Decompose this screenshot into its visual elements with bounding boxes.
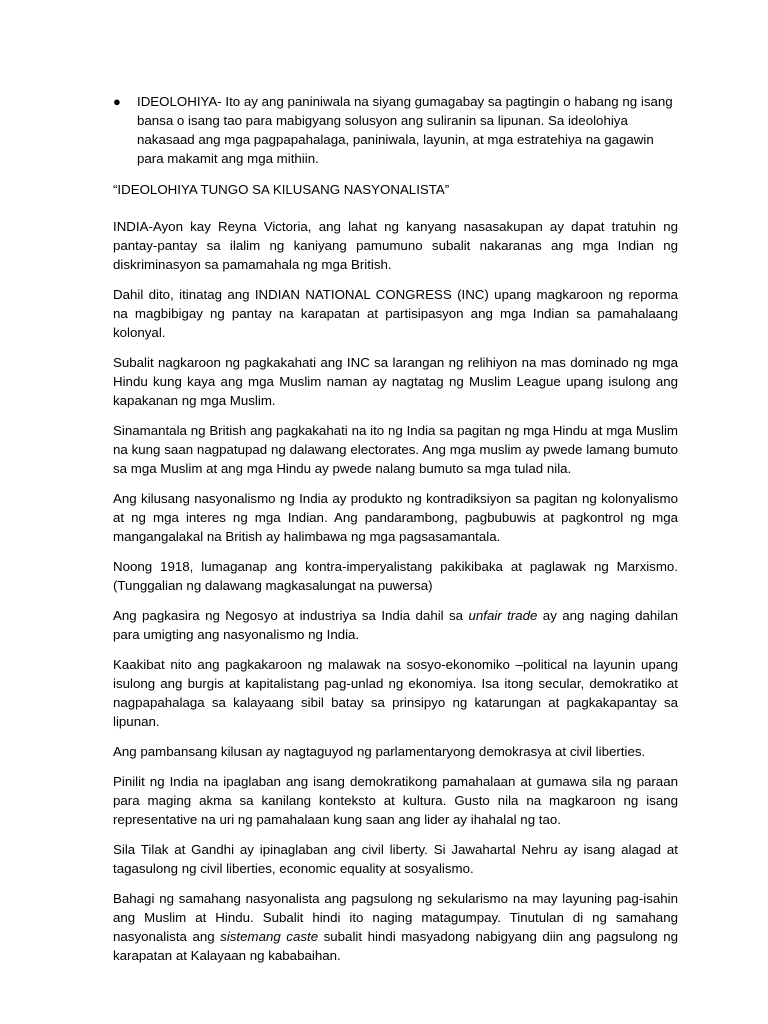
paragraph-1918: Noong 1918, lumaganap ang kontra-imperyalistang pakikibaka at paglawak ng Marxismo. (Tunggalian ng dalawang magkasalungat na puwersa) [113, 559, 678, 593]
paragraph-inc: Dahil dito, itinatag ang INDIAN NATIONAL CONGRESS (INC) upang magkaroon ng reporma na magbibigay ng pantay na karapatan at partisipasyon ang mga Indian sa pamahalaang kolonyal. [113, 287, 678, 340]
paragraph-unfair-trade [113, 606, 678, 644]
paragraph-muslim-league: Subalit nagkaroon ng pagkakahati ang INC sa larangan ng relihiyon na mas dominado ng mga Hindu kung kaya ang mga Muslim naman ay nagtatag ng Muslim League upang isulong ang kapakanan ng mga Muslim. [113, 355, 678, 408]
paragraph-electorates: Sinamantala ng British ang pagkakahati na ito ng India sa pagitan ng mga Hindu at mga Muslim na kung saan nagpatupad ng dalawang electorates. Ang mga muslim ay pwede lamang bumuto sa mga Muslim at ang mga Hindu ay pwede nalang bumuto sa mga tulad nila. [113, 423, 678, 476]
emphasis-text: unfair trade [468, 608, 538, 623]
paragraph-nationalism: Ang kilusang nasyonalismo ng India ay produkto ng kontradiksiyon sa pagitan ng kolonyalismo at ng mga interes ng mga Indian. Ang pandarambong, pagbubuwis at pagkontrol ng mga mangangalakal na British ay halimbawa ng mga pagsasamantala. [113, 491, 678, 544]
paragraph-civil-liberty: Sila Tilak at Gandhi ay ipinaglaban ang civil liberty. Si Jawahartal Nehru ay isang alagad at tagasulong ng civil liberties, economic equality at sosyalismo. [113, 842, 678, 876]
text-segment: Bahagi ng samahang nasyonalista ang pagsulong ng sekularismo na may layuning pag-isahin ang Muslim at Hindu. Subalit hindi ito naging matagumpay. Tinutulan di ng samahang nasyonalista ang [113, 891, 678, 944]
paragraph-democracy: Pinilit ng India na ipaglaban ang isang demokratikong pamahalaan at gumawa sila ng paraan para maging akma sa kanilang konteksto at kultura. Gusto nila na magkaroon ng isang representative na uri ng pamahalaan kung saan ang lider ay ihahalal ng tao. [113, 774, 678, 827]
definition-bullet [113, 92, 678, 168]
paragraph-parliamentary: Ang pambansang kilusan ay nagtaguyod ng parlamentaryong demokrasya at civil liberties. [113, 744, 646, 759]
text-segment: subalit hindi masyadong nabigyang diin ang pagsulong ng karapatan at Kalayaan ng kababaihan. [113, 929, 679, 963]
paragraph-secularism [113, 889, 678, 965]
paragraph-india-intro: INDIA-Ayon kay Reyna Victoria, ang lahat ng kanyang nasasakupan ay dapat tratuhin ng pantay-pantay sa ilalim ng kaniyang pamumuno subalit nakaranas ang mga Indian ng diskriminasyon sa pamamahala ng mga British. [113, 219, 678, 272]
emphasis-text: sistemang caste [220, 929, 319, 944]
text-segment: Ang pagkasira ng Negosyo at industriya sa India dahil sa [113, 608, 469, 623]
definition-text: IDEOLOHIYA- Ito ay ang paniniwala na siyang gumagabay sa pagtingin o habang ng isang bansa o isang tao para mabigyang solusyon ang suliranin sa lipunan. Sa ideolohiya nakasaad ang mga pagpapahalaga, paniniwala, layunin, at mga estratehiya na gagawin para makamit ang mga mithiin. [137, 94, 673, 166]
paragraph-socio-economic: Kaakibat nito ang pagkakaroon ng malawak na sosyo-ekonomiko –political na layunin upang isulong ang burgis at kapitalistang pag-unlad ng ekonomiya. Isa itong secular, demokratiko at nagpapahalaga sa kalayaang sibil batay sa prinsipyo ng katarungan at pagkakapantay sa lipunan. [113, 657, 678, 729]
text-segment: ay ang naging dahilan para umigting ang nasyonalismo ng India. [113, 608, 679, 642]
bullet-dot-icon: ● [113, 94, 121, 109]
section-heading: “IDEOLOHIYA TUNGO SA KILUSANG NASYONALISTA” [113, 182, 450, 197]
